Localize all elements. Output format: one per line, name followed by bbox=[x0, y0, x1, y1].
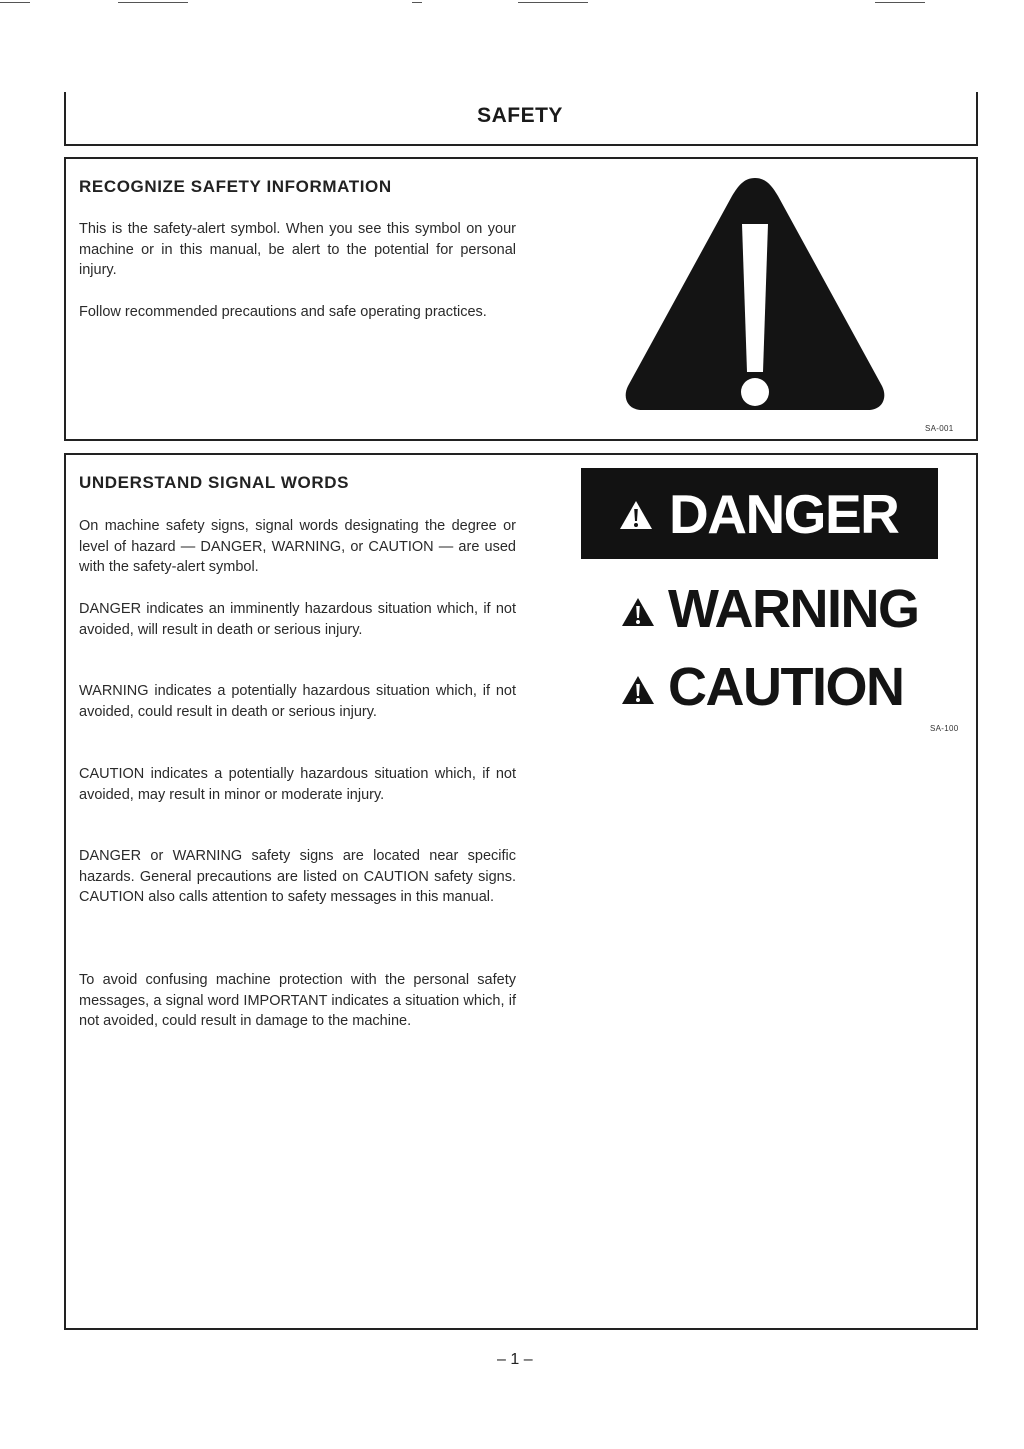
figure-code: SA-001 bbox=[925, 424, 954, 433]
scan-mark bbox=[875, 2, 925, 3]
warning-word: WARNING bbox=[668, 579, 919, 639]
danger-word: DANGER bbox=[669, 483, 899, 545]
page-title: SAFETY bbox=[477, 104, 563, 127]
section-heading: UNDERSTAND SIGNAL WORDS bbox=[79, 473, 350, 492]
paragraph: This is the safety-alert symbol. When you see this symbol on your machine or in this manual, be alert to the potential for personal injury. bbox=[79, 221, 516, 278]
alert-triangle-icon bbox=[620, 674, 656, 706]
caution-word: CAUTION bbox=[668, 657, 904, 717]
alert-triangle-icon bbox=[618, 499, 654, 531]
scan-mark bbox=[0, 2, 30, 3]
paragraph: On machine safety signs, signal words designating the degree or level of hazard — DANGER, WARNING, or CAUTION — are used with the safety-alert symbol. bbox=[79, 518, 516, 575]
paragraph: Follow recommended precautions and safe operating practices. bbox=[79, 304, 487, 320]
paragraph: DANGER or WARNING safety signs are located near specific hazards. General precautions are listed on CAUTION safety signs. CAUTION also calls attention to safety messages in this manual. bbox=[79, 848, 516, 905]
alert-triangle-icon bbox=[620, 596, 656, 628]
paragraph: To avoid confusing machine protection with the personal safety messages, a signal word IMPORTANT indicates a situation which, if not avoided, could result in damage to the machine. bbox=[79, 972, 516, 1029]
paragraph: CAUTION indicates a potentially hazardous situation which, if not avoided, may result in minor or moderate injury. bbox=[79, 766, 516, 803]
scan-mark bbox=[118, 2, 188, 3]
safety-alert-triangle-icon bbox=[620, 172, 890, 417]
scan-mark bbox=[518, 2, 588, 3]
danger-sign bbox=[581, 468, 938, 559]
page-number: – 1 – bbox=[497, 1351, 533, 1368]
paragraph: DANGER indicates an imminently hazardous situation which, if not avoided, will result in death or serious injury. bbox=[79, 601, 516, 638]
paragraph: WARNING indicates a potentially hazardous situation which, if not avoided, could result in death or serious injury. bbox=[79, 683, 516, 720]
scan-mark bbox=[412, 2, 422, 3]
figure-code: SA-100 bbox=[930, 724, 959, 733]
section-heading: RECOGNIZE SAFETY INFORMATION bbox=[79, 177, 392, 196]
